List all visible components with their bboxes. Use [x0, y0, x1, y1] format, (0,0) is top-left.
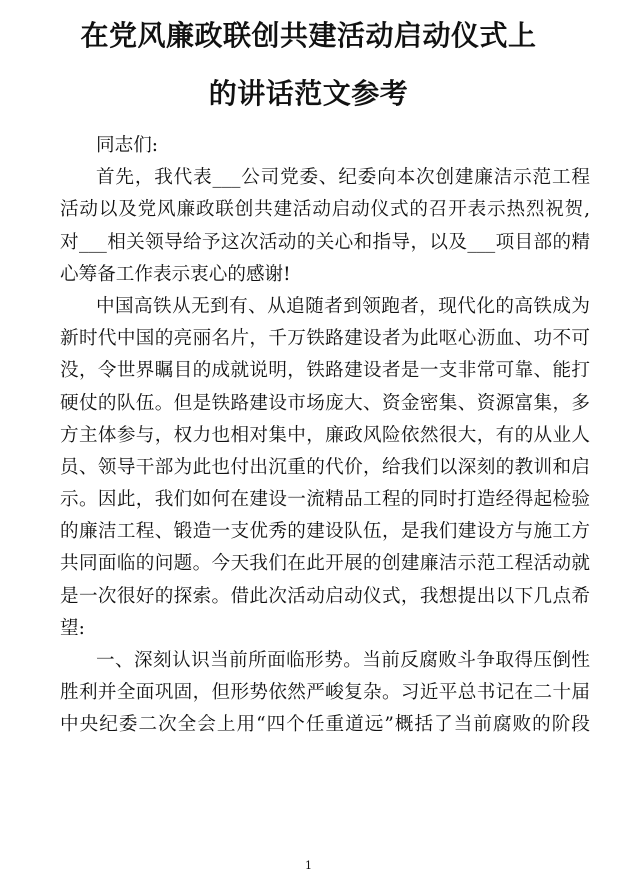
paragraph-3-line-1: 一、深刻认识当前所面临形势。当前反腐败斗争取得压倒性	[96, 650, 590, 671]
paragraph-1-line-4: 心筹备工作表示衷心的感谢!	[60, 263, 291, 285]
paragraph-1-line-2: 活动以及党风廉政联创共建活动启动仪式的召开表示热烈祝贺,	[60, 199, 590, 221]
page-number: 1	[305, 859, 312, 872]
paragraph-2-line-4: 硬仗的队伍。但是铁路建设市场庞大、资金密集、资源富集，多	[60, 392, 590, 414]
paragraph-2-line-9: 共同面临的问题。今天我们在此开展的创建廉洁示范工程活动就	[60, 553, 590, 575]
paragraph-2-line-2: 新时代中国的亮丽名片，千万铁路建设者为此呕心沥血、功不可	[60, 328, 590, 350]
paragraph-2-line-3: 没，令世界瞩目的成就说明，铁路建设者是一支非常可靠、能打	[60, 360, 590, 382]
paragraph-3-line-3: 中央纪委二次全会上用“四个任重道远”概括了当前腐败的阶段	[60, 714, 590, 736]
paragraph-2-line-8: 的廉洁工程、锻造一支优秀的建设队伍，是我们建设方与施工方	[60, 521, 590, 543]
document-body	[60, 130, 590, 742]
salutation: 同志们:	[96, 135, 159, 156]
paragraph-2-line-5: 方主体参与，权力也相对集中，廉政风险依然很大，有的从业人	[60, 424, 590, 446]
paragraph-2-line-7: 示。因此，我们如何在建设一流精品工程的同时打造经得起检验	[60, 489, 590, 511]
document-title-line-1: 在党风廉政联创共建活动启动仪式上	[80, 19, 537, 52]
paragraph-2-line-11: 望:	[60, 617, 85, 639]
paragraph-1-line-3: 对___相关领导给予这次活动的关心和指导，以及___项目部的精	[60, 231, 590, 253]
document-title-line-2: 的讲话范文参考	[208, 77, 409, 110]
paragraph-3-line-2: 胜利并全面巩固，但形势依然严峻复杂。习近平总书记在二十届	[60, 682, 590, 704]
paragraph-2-line-10: 是一次很好的探索。借此次活动启动仪式，我想提出以下几点希	[60, 585, 590, 607]
paragraph-2-line-1: 中国高铁从无到有、从追随者到领跑者，现代化的高铁成为	[96, 295, 590, 317]
paragraph-1-line-1: 首先，我代表___公司党委、纪委向本次创建廉洁示范工程	[96, 167, 590, 189]
paragraph-2-line-6: 员、领导干部为此也付出沉重的代价，给我们以深刻的教训和启	[60, 456, 590, 478]
